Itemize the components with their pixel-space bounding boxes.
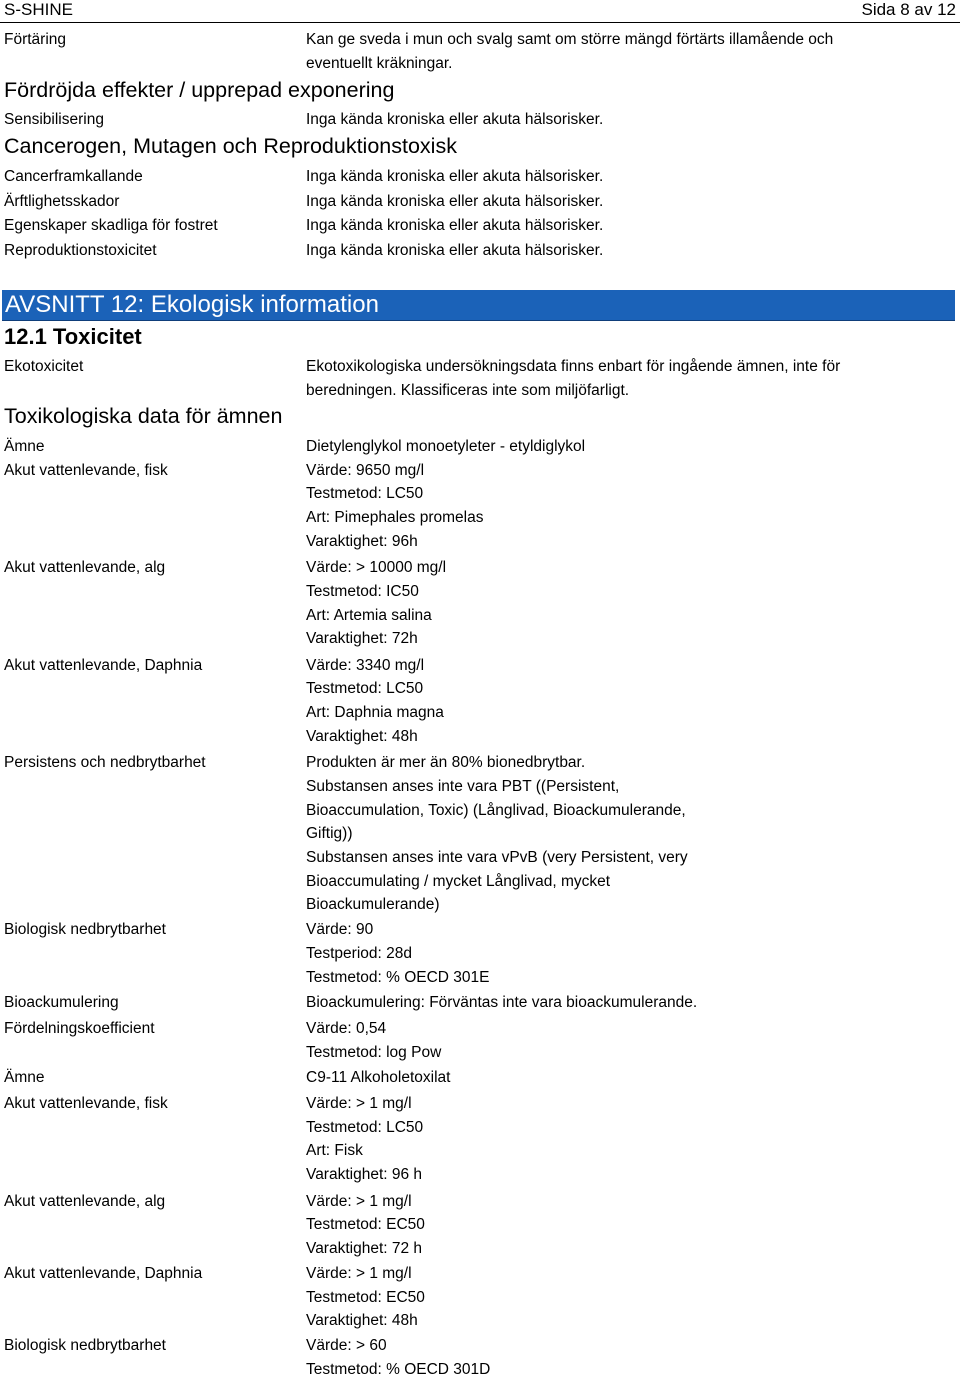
row-value-line: Värde: > 10000 mg/l bbox=[306, 559, 447, 577]
row-value-line: Testmetod: LC50 bbox=[306, 680, 424, 698]
row-value-line: Värde: 0,54 bbox=[306, 1020, 387, 1037]
row-value-line: Varaktighet: 72h bbox=[306, 630, 418, 648]
row-value-line: Varaktighet: 48h bbox=[306, 727, 418, 745]
row-value bbox=[306, 459, 946, 554]
page-header bbox=[0, 0, 960, 23]
row-label: Förtäring bbox=[4, 31, 67, 48]
row-value-line: Ekotoxikologiska undersökningsdata finns enbart för ingående ämnen, inte för bbox=[306, 358, 841, 375]
row-value-line: Inga kända kroniska eller akuta hälsorisker. bbox=[306, 192, 604, 210]
row-value bbox=[306, 654, 946, 749]
row-label: Ekotoxicitet bbox=[4, 358, 84, 375]
row-value-line: Testmetod: EC50 bbox=[306, 1216, 425, 1234]
row-value-line: Inga kända kroniska eller akuta hälsorisker. bbox=[306, 242, 604, 260]
row-value bbox=[306, 1017, 946, 1064]
row-value-line: eventuellt kräkningar. bbox=[306, 54, 453, 72]
heading-tox-data: Toxikologiska data för ämnen bbox=[4, 404, 283, 428]
row-value bbox=[306, 355, 946, 402]
row-value-line: Testmetod: log Pow bbox=[306, 1043, 442, 1061]
row-value-line: Värde: 9650 mg/l bbox=[306, 461, 425, 479]
row-value-line: Bioaccumulation, Toxic) (Långlivad, Bioackumulerande, bbox=[306, 801, 686, 819]
row-value bbox=[306, 214, 946, 238]
row-value-line: Värde: > 1 mg/l bbox=[306, 1095, 412, 1112]
section-12-title: AVSNITT 12: Ekologisk information bbox=[5, 291, 379, 318]
row-value-line: Bioackumulerande) bbox=[306, 896, 440, 914]
row-value bbox=[306, 556, 946, 651]
row-value-line: Inga kända kroniska eller akuta hälsorisker. bbox=[306, 217, 604, 235]
row-value bbox=[306, 108, 946, 132]
row-value bbox=[306, 190, 946, 214]
row-value bbox=[306, 1092, 946, 1187]
page-number: Sida 8 av 12 bbox=[861, 0, 956, 19]
row-value-line: Substansen anses inte vara vPvB (very Persistent, very bbox=[306, 849, 688, 866]
row-value-line: Varaktighet: 48h bbox=[306, 1312, 418, 1330]
heading-cmr: Cancerogen, Mutagen och Reproduktionstoxisk bbox=[4, 134, 457, 158]
row-value-line: Värde: > 1 mg/l bbox=[306, 1264, 412, 1282]
row-value-line: Bioaccumulating / mycket Långlivad, mycket bbox=[306, 872, 611, 890]
row-label: Ärftlighetsskador bbox=[4, 192, 120, 210]
row-label: Akut vattenlevande, Daphnia bbox=[4, 1264, 203, 1282]
row-value-line: Testmetod: EC50 bbox=[306, 1288, 425, 1306]
row-value bbox=[306, 1334, 946, 1381]
row-value bbox=[306, 165, 946, 189]
row-value-line: Testmetod: % OECD 301E bbox=[306, 968, 490, 986]
product-name: S-SHINE bbox=[4, 0, 73, 19]
row-value-line: Inga kända kroniska eller akuta hälsorisker. bbox=[306, 111, 604, 128]
row-label: Reproduktionstoxicitet bbox=[4, 242, 157, 260]
row-label: Ämne bbox=[4, 1068, 45, 1086]
row-label: Akut vattenlevande, fisk bbox=[4, 461, 168, 479]
row-value bbox=[306, 28, 946, 75]
row-label: Akut vattenlevande, alg bbox=[4, 1192, 166, 1210]
row-value-line: Art: Pimephales promelas bbox=[306, 509, 484, 527]
row-label: Biologisk nedbrytbarhet bbox=[4, 1337, 166, 1355]
row-value-line: C9-11 Alkoholetoxilat bbox=[306, 1068, 451, 1086]
row-value-line: Art: Fisk bbox=[306, 1142, 363, 1160]
row-value-line: Varaktighet: 96h bbox=[306, 532, 418, 550]
row-value-line: Dietylenglykol monoetyleter - etyldiglykol bbox=[306, 438, 586, 455]
row-label: Cancerframkallande bbox=[4, 168, 143, 185]
row-value-line: beredningen. Klassificeras inte som miljöfarligt. bbox=[306, 381, 630, 399]
row-value-line: Värde: 90 bbox=[306, 921, 374, 939]
row-value-line: Värde: 3340 mg/l bbox=[306, 656, 425, 674]
row-value-line: Art: Artemia salina bbox=[306, 606, 432, 624]
row-value-line: Substansen anses inte vara PBT ((Persistent, bbox=[306, 777, 620, 795]
row-value bbox=[306, 751, 946, 917]
section-12-header bbox=[2, 290, 955, 321]
row-value bbox=[306, 991, 946, 1015]
row-value-line: Bioackumulering: Förväntas inte vara bioackumulerande. bbox=[306, 993, 698, 1011]
subsection-toxicity: 12.1 Toxicitet bbox=[4, 324, 142, 349]
row-value-line: Testperiod: 28d bbox=[306, 945, 412, 962]
row-label: Akut vattenlevande, alg bbox=[4, 559, 166, 577]
row-value-line: Art: Daphnia magna bbox=[306, 704, 444, 722]
row-value-line: Varaktighet: 96 h bbox=[306, 1166, 423, 1184]
row-label: Akut vattenlevande, fisk bbox=[4, 1095, 168, 1112]
row-label: Bioackumulering bbox=[4, 993, 119, 1011]
row-label: Sensibilisering bbox=[4, 111, 104, 128]
heading-delayed-effects: Fördröjda effekter / upprepad exponering bbox=[4, 78, 395, 102]
row-value bbox=[306, 1066, 946, 1090]
row-label: Akut vattenlevande, Daphnia bbox=[4, 656, 203, 674]
row-label: Egenskaper skadliga för fostret bbox=[4, 217, 218, 235]
row-label: Fördelningskoefficient bbox=[4, 1020, 155, 1037]
row-value-line: Värde: > 60 bbox=[306, 1337, 387, 1355]
row-value-line: Kan ge sveda i mun och svalg samt om större mängd förtärts illamående och bbox=[306, 31, 834, 48]
row-value-line: Inga kända kroniska eller akuta hälsorisker. bbox=[306, 168, 604, 185]
row-value-line: Testmetod: LC50 bbox=[306, 485, 424, 503]
row-label: Persistens och nedbrytbarhet bbox=[4, 754, 206, 772]
row-value-line: Testmetod: IC50 bbox=[306, 582, 419, 600]
row-label: Biologisk nedbrytbarhet bbox=[4, 921, 166, 939]
row-value-line: Testmetod: % OECD 301D bbox=[306, 1360, 491, 1378]
row-value-line: Värde: > 1 mg/l bbox=[306, 1192, 412, 1210]
row-value bbox=[306, 1262, 946, 1333]
row-label: Ämne bbox=[4, 438, 45, 455]
row-value bbox=[306, 1190, 946, 1261]
row-value bbox=[306, 918, 946, 989]
row-value-line: Varaktighet: 72 h bbox=[306, 1239, 423, 1257]
row-value bbox=[306, 435, 946, 459]
row-value-line: Testmetod: LC50 bbox=[306, 1118, 424, 1136]
row-value-line: Produkten är mer än 80% bionedbrytbar. bbox=[306, 754, 586, 772]
row-value-line: Giftig)) bbox=[306, 825, 353, 843]
row-value bbox=[306, 239, 946, 263]
